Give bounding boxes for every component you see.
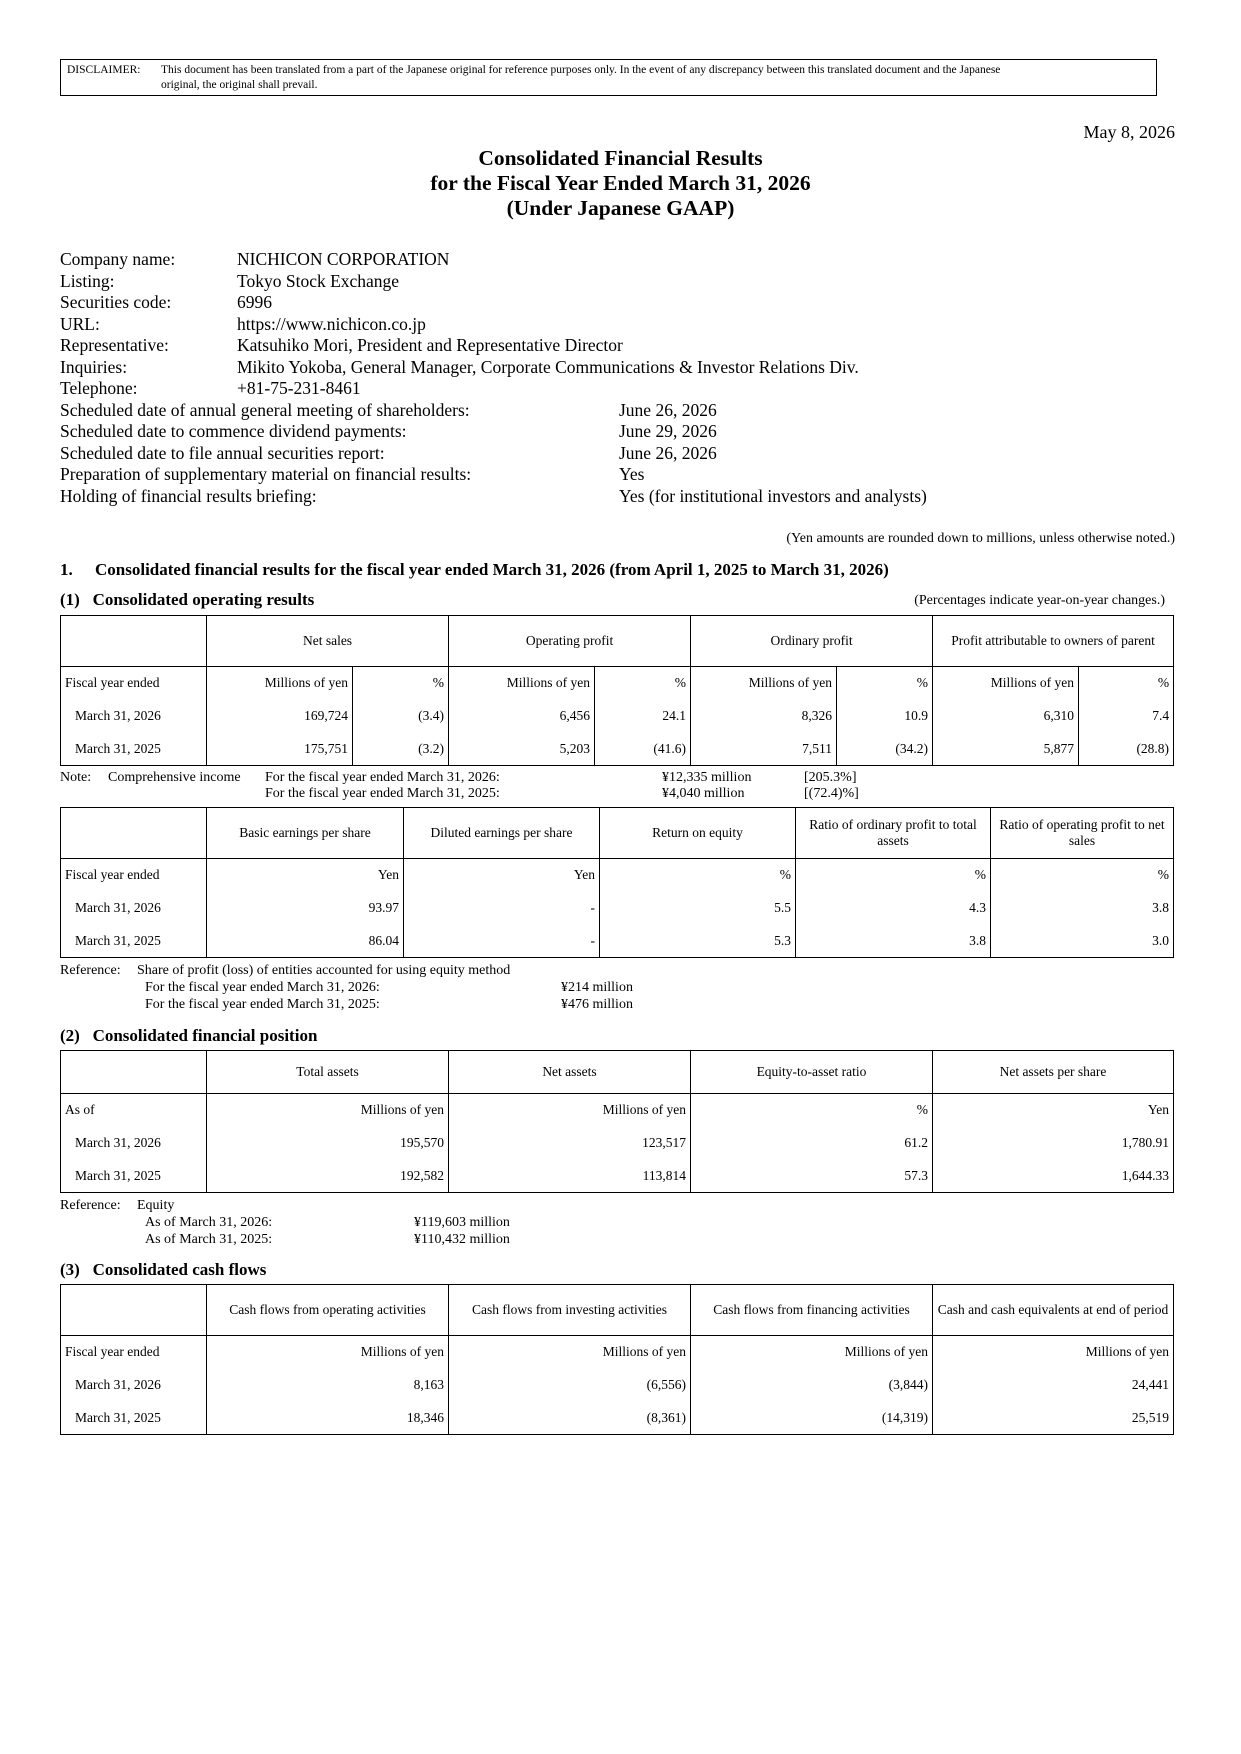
header-cash-end: Cash and cash equivalents at end of period bbox=[933, 1285, 1174, 1336]
table-row bbox=[61, 1369, 1174, 1402]
table-cell: 195,570 bbox=[207, 1127, 449, 1160]
table-cell: (6,556) bbox=[449, 1369, 691, 1402]
comprehensive-value-2: ¥4,040 million bbox=[662, 786, 745, 801]
table-row bbox=[61, 733, 1174, 766]
unit-cell: % bbox=[600, 859, 796, 892]
telephone-label: Telephone: bbox=[60, 378, 138, 398]
unit-row bbox=[61, 859, 1174, 892]
header-empty bbox=[61, 808, 207, 859]
header-operating-cf: Cash flows from operating activities bbox=[207, 1285, 449, 1336]
unit-cell: Millions of yen bbox=[449, 667, 595, 700]
table-cell: 3.8 bbox=[796, 925, 991, 958]
reference-label: Reference: bbox=[60, 963, 121, 978]
header-ordinary-ratio: Ratio of ordinary profit to total assets bbox=[796, 808, 991, 859]
table-cell: (8,361) bbox=[449, 1402, 691, 1435]
table-cell: (3,844) bbox=[691, 1369, 933, 1402]
header-empty bbox=[61, 616, 207, 667]
table-header-row bbox=[61, 616, 1174, 667]
comprehensive-income-label: Comprehensive income bbox=[108, 770, 241, 785]
table-row bbox=[61, 925, 1174, 958]
table-row bbox=[61, 892, 1174, 925]
equity-line-2: As of March 31, 2025: bbox=[145, 1232, 273, 1247]
securities-code-label: Securities code: bbox=[60, 292, 172, 312]
unit-cell: As of bbox=[61, 1094, 207, 1127]
header-diluted-eps: Diluted earnings per share bbox=[404, 808, 600, 859]
table-cell: 10.9 bbox=[837, 700, 933, 733]
comprehensive-pct-1: [205.3%] bbox=[804, 770, 857, 785]
row-label: March 31, 2025 bbox=[61, 1160, 207, 1193]
unit-cell: Millions of yen bbox=[449, 1094, 691, 1127]
table-row bbox=[61, 1402, 1174, 1435]
table-cell: 93.97 bbox=[207, 892, 404, 925]
header-net-assets: Net assets bbox=[449, 1051, 691, 1094]
header-roe: Return on equity bbox=[600, 808, 796, 859]
row-label: March 31, 2025 bbox=[61, 1402, 207, 1435]
supplementary-label: Preparation of supplementary material on financial results: bbox=[60, 464, 472, 484]
title-line-1: Consolidated Financial Results bbox=[478, 146, 763, 170]
briefing-label: Holding of financial results briefing: bbox=[60, 486, 317, 506]
unit-cell: Millions of yen bbox=[933, 667, 1079, 700]
equity-method-value-2: ¥476 million bbox=[561, 997, 633, 1012]
unit-cell: Yen bbox=[207, 859, 404, 892]
header-empty bbox=[61, 1051, 207, 1094]
table-cell: 113,814 bbox=[449, 1160, 691, 1193]
table-cell: 175,751 bbox=[207, 733, 353, 766]
equity-value-2: ¥110,432 million bbox=[414, 1232, 510, 1247]
table-cell: 61.2 bbox=[691, 1127, 933, 1160]
table-row bbox=[61, 700, 1174, 733]
percentage-note: (Percentages indicate year-on-year changes.) bbox=[914, 593, 1165, 608]
equity-method-line-2: For the fiscal year ended March 31, 2025: bbox=[145, 997, 380, 1012]
table-cell: (28.8) bbox=[1079, 733, 1174, 766]
inquiries-value: Mikito Yokoba, General Manager, Corporate Communications & Investor Relations Div. bbox=[237, 357, 859, 377]
comprehensive-line-1: For the fiscal year ended March 31, 2026: bbox=[265, 770, 500, 785]
company-label: Company name: bbox=[60, 249, 176, 269]
table-cell: 57.3 bbox=[691, 1160, 933, 1193]
representative-value: Katsuhiko Mori, President and Representative Director bbox=[237, 335, 623, 355]
unit-cell: Yen bbox=[933, 1094, 1174, 1127]
disclaimer-label: DISCLAIMER: bbox=[67, 64, 141, 76]
header-net-sales: Net sales bbox=[207, 616, 449, 667]
unit-cell: % bbox=[353, 667, 449, 700]
table-cell: (14,319) bbox=[691, 1402, 933, 1435]
header-operating-ratio: Ratio of operating profit to net sales bbox=[991, 808, 1174, 859]
table-header-row bbox=[61, 1285, 1174, 1336]
row-label: March 31, 2025 bbox=[61, 733, 207, 766]
table-cell: 1,644.33 bbox=[933, 1160, 1174, 1193]
representative-label: Representative: bbox=[60, 335, 169, 355]
table-cell: 25,519 bbox=[933, 1402, 1174, 1435]
securities-code-value: 6996 bbox=[237, 292, 272, 312]
header-operating-profit: Operating profit bbox=[449, 616, 691, 667]
listing-value: Tokyo Stock Exchange bbox=[237, 271, 400, 291]
title-line-3: (Under Japanese GAAP) bbox=[506, 196, 735, 220]
header-investing-cf: Cash flows from investing activities bbox=[449, 1285, 691, 1336]
telephone-value: +81-75-231-8461 bbox=[237, 378, 361, 398]
table-cell: 5.5 bbox=[600, 892, 796, 925]
disclaimer-line-1: This document has been translated from a part of the Japanese original for reference purposes only. In the event of any discrepancy between this translated document and the Japanese bbox=[161, 64, 1001, 76]
disclaimer-text bbox=[161, 63, 1151, 93]
report-date: May 8, 2026 bbox=[1083, 122, 1175, 142]
table-cell: 5,203 bbox=[449, 733, 595, 766]
row-label: March 31, 2026 bbox=[61, 700, 207, 733]
note-label: Note: bbox=[60, 770, 92, 785]
table-cell: 6,310 bbox=[933, 700, 1079, 733]
reference-label: Reference: bbox=[60, 1198, 121, 1213]
cash-flows-heading: (3) Consolidated cash flows bbox=[60, 1260, 267, 1279]
comprehensive-pct-2: [(72.4)%] bbox=[804, 786, 859, 801]
unit-cell: % bbox=[1079, 667, 1174, 700]
schedule-agm-label: Scheduled date of annual general meeting of shareholders: bbox=[60, 400, 470, 420]
schedule-report-value: June 26, 2026 bbox=[619, 443, 717, 463]
row-label: March 31, 2026 bbox=[61, 1127, 207, 1160]
table-cell: 24.1 bbox=[595, 700, 691, 733]
equity-line-1: As of March 31, 2026: bbox=[145, 1215, 273, 1230]
equity-value-1: ¥119,603 million bbox=[414, 1215, 510, 1230]
table-cell: - bbox=[404, 925, 600, 958]
schedule-agm-value: June 26, 2026 bbox=[619, 400, 717, 420]
unit-cell: % bbox=[691, 1094, 933, 1127]
schedule-dividend-value: June 29, 2026 bbox=[619, 421, 717, 441]
unit-cell: Millions of yen bbox=[691, 1336, 933, 1369]
unit-cell: Fiscal year ended bbox=[61, 859, 207, 892]
table-cell: 123,517 bbox=[449, 1127, 691, 1160]
comprehensive-line-2: For the fiscal year ended March 31, 2025: bbox=[265, 786, 500, 801]
table-cell: 5,877 bbox=[933, 733, 1079, 766]
row-label: March 31, 2026 bbox=[61, 892, 207, 925]
disclaimer-box bbox=[60, 59, 1157, 96]
row-label: March 31, 2026 bbox=[61, 1369, 207, 1402]
table-cell: 7.4 bbox=[1079, 700, 1174, 733]
table-cell: 86.04 bbox=[207, 925, 404, 958]
table-cell: 18,346 bbox=[207, 1402, 449, 1435]
header-total-assets: Total assets bbox=[207, 1051, 449, 1094]
header-ordinary-profit: Ordinary profit bbox=[691, 616, 933, 667]
unit-cell: % bbox=[796, 859, 991, 892]
unit-cell: Millions of yen bbox=[933, 1336, 1174, 1369]
row-label: March 31, 2025 bbox=[61, 925, 207, 958]
cash-flows-table bbox=[60, 1284, 1174, 1435]
operating-results-heading: (1) Consolidated operating results bbox=[60, 590, 315, 609]
company-name: NICHICON CORPORATION bbox=[237, 249, 450, 269]
table-cell: 192,582 bbox=[207, 1160, 449, 1193]
equity-method-text: Share of profit (loss) of entities accounted for using equity method bbox=[137, 963, 511, 978]
header-financing-cf: Cash flows from financing activities bbox=[691, 1285, 933, 1336]
table-row bbox=[61, 1127, 1174, 1160]
equity-method-line-1: For the fiscal year ended March 31, 2026: bbox=[145, 980, 380, 995]
header-empty bbox=[61, 1285, 207, 1336]
unit-cell: Millions of yen bbox=[449, 1336, 691, 1369]
unit-row bbox=[61, 1336, 1174, 1369]
schedule-dividend-label: Scheduled date to commence dividend payments: bbox=[60, 421, 407, 441]
unit-cell: Fiscal year ended bbox=[61, 667, 207, 700]
header-net-assets-per-share: Net assets per share bbox=[933, 1051, 1174, 1094]
header-profit-owners: Profit attributable to owners of parent bbox=[933, 616, 1174, 667]
section-1-number: 1. bbox=[60, 560, 73, 579]
table-cell: 5.3 bbox=[600, 925, 796, 958]
header-equity-ratio: Equity-to-asset ratio bbox=[691, 1051, 933, 1094]
title-line-2: for the Fiscal Year Ended March 31, 2026 bbox=[430, 171, 811, 195]
table-cell: 1,780.91 bbox=[933, 1127, 1174, 1160]
table-cell: 6,456 bbox=[449, 700, 595, 733]
schedule-report-label: Scheduled date to file annual securities report: bbox=[60, 443, 385, 463]
unit-cell: Millions of yen bbox=[207, 667, 353, 700]
unit-cell: Millions of yen bbox=[207, 1336, 449, 1369]
unit-cell: Millions of yen bbox=[207, 1094, 449, 1127]
unit-row bbox=[61, 667, 1174, 700]
financial-position-heading: (2) Consolidated financial position bbox=[60, 1026, 318, 1045]
financial-position-table bbox=[60, 1050, 1174, 1193]
table-cell: 3.8 bbox=[991, 892, 1174, 925]
table-cell: (34.2) bbox=[837, 733, 933, 766]
table-cell: (3.2) bbox=[353, 733, 449, 766]
equity-text: Equity bbox=[137, 1198, 175, 1213]
table-cell: 8,326 bbox=[691, 700, 837, 733]
table-cell: 8,163 bbox=[207, 1369, 449, 1402]
unit-cell: Millions of yen bbox=[691, 667, 837, 700]
equity-method-value-1: ¥214 million bbox=[561, 980, 633, 995]
unit-cell: Fiscal year ended bbox=[61, 1336, 207, 1369]
table-cell: 4.3 bbox=[796, 892, 991, 925]
operating-results-table bbox=[60, 615, 1174, 766]
unit-cell: Yen bbox=[404, 859, 600, 892]
table-cell: 169,724 bbox=[207, 700, 353, 733]
table-cell: 3.0 bbox=[991, 925, 1174, 958]
unit-cell: % bbox=[837, 667, 933, 700]
table-header-row bbox=[61, 1051, 1174, 1094]
table-header-row bbox=[61, 808, 1174, 859]
table-cell: 7,511 bbox=[691, 733, 837, 766]
listing-label: Listing: bbox=[60, 271, 115, 291]
inquiries-label: Inquiries: bbox=[60, 357, 128, 377]
table-cell: 24,441 bbox=[933, 1369, 1174, 1402]
comprehensive-value-1: ¥12,335 million bbox=[662, 770, 752, 785]
rounding-note: (Yen amounts are rounded down to millions, unless otherwise noted.) bbox=[786, 531, 1175, 546]
url-label: URL: bbox=[60, 314, 100, 334]
header-basic-eps: Basic earnings per share bbox=[207, 808, 404, 859]
unit-cell: % bbox=[595, 667, 691, 700]
unit-row bbox=[61, 1094, 1174, 1127]
table-cell: - bbox=[404, 892, 600, 925]
per-share-table bbox=[60, 807, 1174, 958]
supplementary-value: Yes bbox=[619, 464, 645, 484]
table-cell: (3.4) bbox=[353, 700, 449, 733]
table-cell: (41.6) bbox=[595, 733, 691, 766]
table-row bbox=[61, 1160, 1174, 1193]
briefing-value: Yes (for institutional investors and analysts) bbox=[619, 486, 927, 506]
disclaimer-line-2: original, the original shall prevail. bbox=[161, 79, 318, 91]
section-1-title: Consolidated financial results for the fiscal year ended March 31, 2026 (from April 1, 2025 to March 31, 2026) bbox=[95, 560, 889, 579]
unit-cell: % bbox=[991, 859, 1174, 892]
url-value: https://www.nichicon.co.jp bbox=[237, 314, 426, 334]
